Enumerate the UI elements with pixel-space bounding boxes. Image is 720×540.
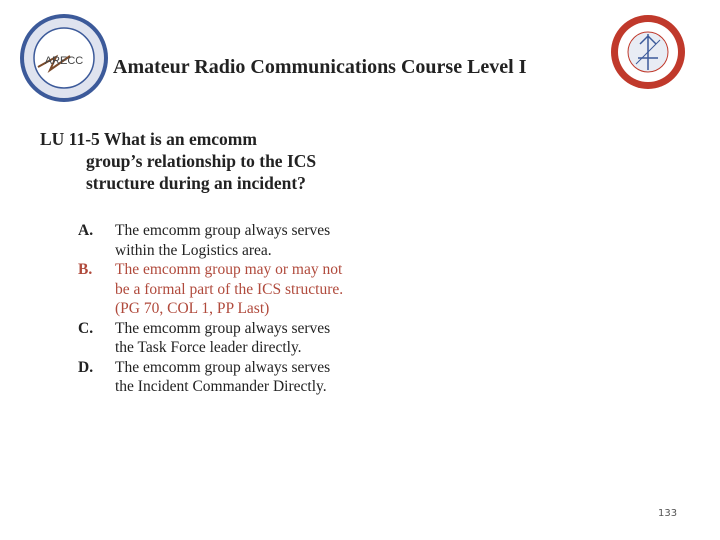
answer-text: The emcomm group always serves within the Logistics area.: [115, 222, 331, 259]
ares-logo: [610, 14, 686, 90]
answer-text: The emcomm group always serves the Incident Commander Directly.: [115, 358, 331, 395]
answer-text: The emcomm group always serves the Task Force leader directly.: [115, 319, 331, 356]
page-number: 133: [658, 508, 678, 519]
answer-option-d: [78, 358, 348, 397]
question-rest: group’s relationship to the ICS structure during an incident?: [86, 151, 317, 193]
answer-text: The emcomm group may or may not be a formal part of the ICS structure. (PG 70, COL 1, PP Last): [115, 261, 344, 317]
answer-option-c: [78, 319, 348, 358]
answer-letter: A.: [78, 222, 94, 239]
answer-option-a: [78, 221, 348, 260]
arecc-logo-text: ARECC: [44, 55, 84, 67]
arecc-logo: [18, 12, 110, 104]
answer-letter: D.: [78, 358, 94, 376]
answer-letter: C.: [78, 319, 94, 337]
course-title: Amateur Radio Communications Course Level I: [113, 56, 527, 78]
answer-option-b: [78, 260, 348, 319]
answer-list: [78, 221, 348, 397]
question: [40, 128, 340, 194]
answer-letter: B.: [78, 261, 93, 278]
question-first-line: LU 11-5 What is an emcomm: [40, 129, 257, 149]
